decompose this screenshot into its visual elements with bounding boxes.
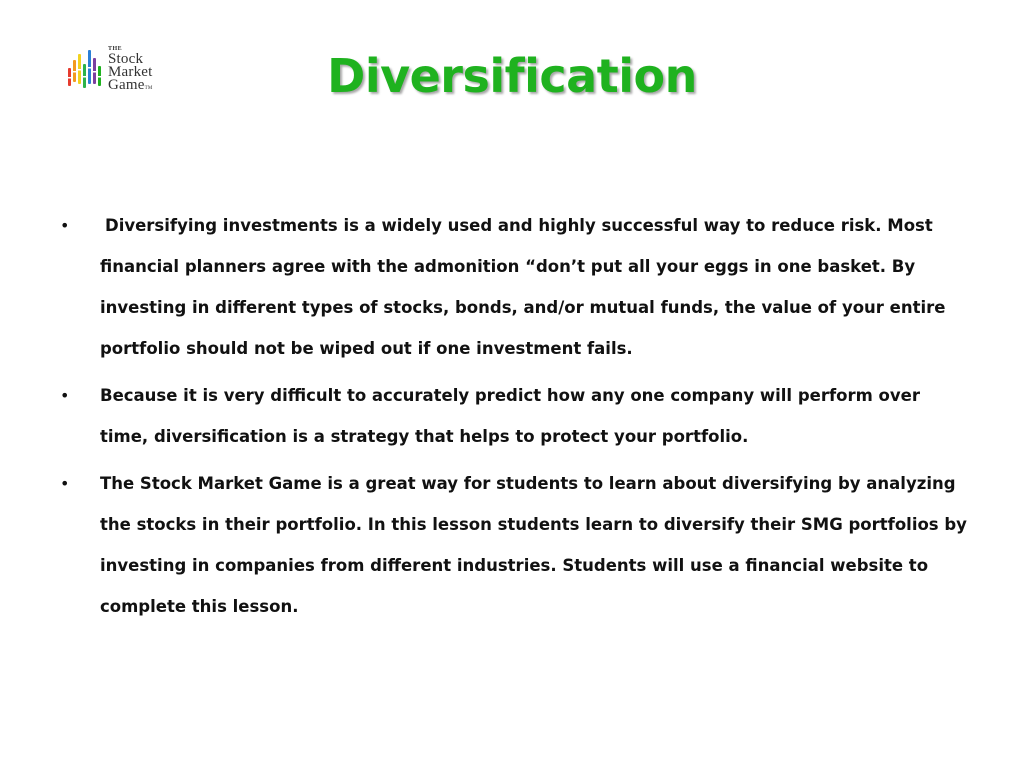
bullet-text: The Stock Market Game is a great way for students to learn about diversifying by analyzing the stocks in their portfolio. In this lesson students learn to diversify their SMG portfolios by investing in companies from different industries. Students will use a financial website to complete this lesson. xyxy=(100,474,967,616)
logo-market: Market xyxy=(108,64,153,80)
bullet-marker: • xyxy=(60,216,70,235)
bullet-item xyxy=(60,375,970,457)
slide-body xyxy=(60,205,970,633)
bullet-text: Diversifying investments is a widely used and highly successful way to reduce risk. Most financial planners agree with the admonition “don’t put all your eggs in one basket. By investing in different types of stocks, bonds, and/or mutual funds, the value of your entire portfolio should not be wiped out if one investment fails. xyxy=(100,216,946,358)
logo-the: THE xyxy=(108,46,123,52)
slide-title: Diversification xyxy=(327,49,697,103)
bullet-text: Because it is very difficult to accurately predict how any one company will perform over time, diversification is a strategy that helps to protect your portfolio. xyxy=(100,386,920,446)
bullet-marker: • xyxy=(60,474,70,493)
bullet-marker: • xyxy=(60,386,70,405)
logo-stock: Stock xyxy=(108,51,144,67)
bullet-list xyxy=(60,205,970,627)
bullet-item xyxy=(60,463,970,627)
logo-game: GameTM xyxy=(108,77,153,93)
bullet-item xyxy=(60,205,970,369)
